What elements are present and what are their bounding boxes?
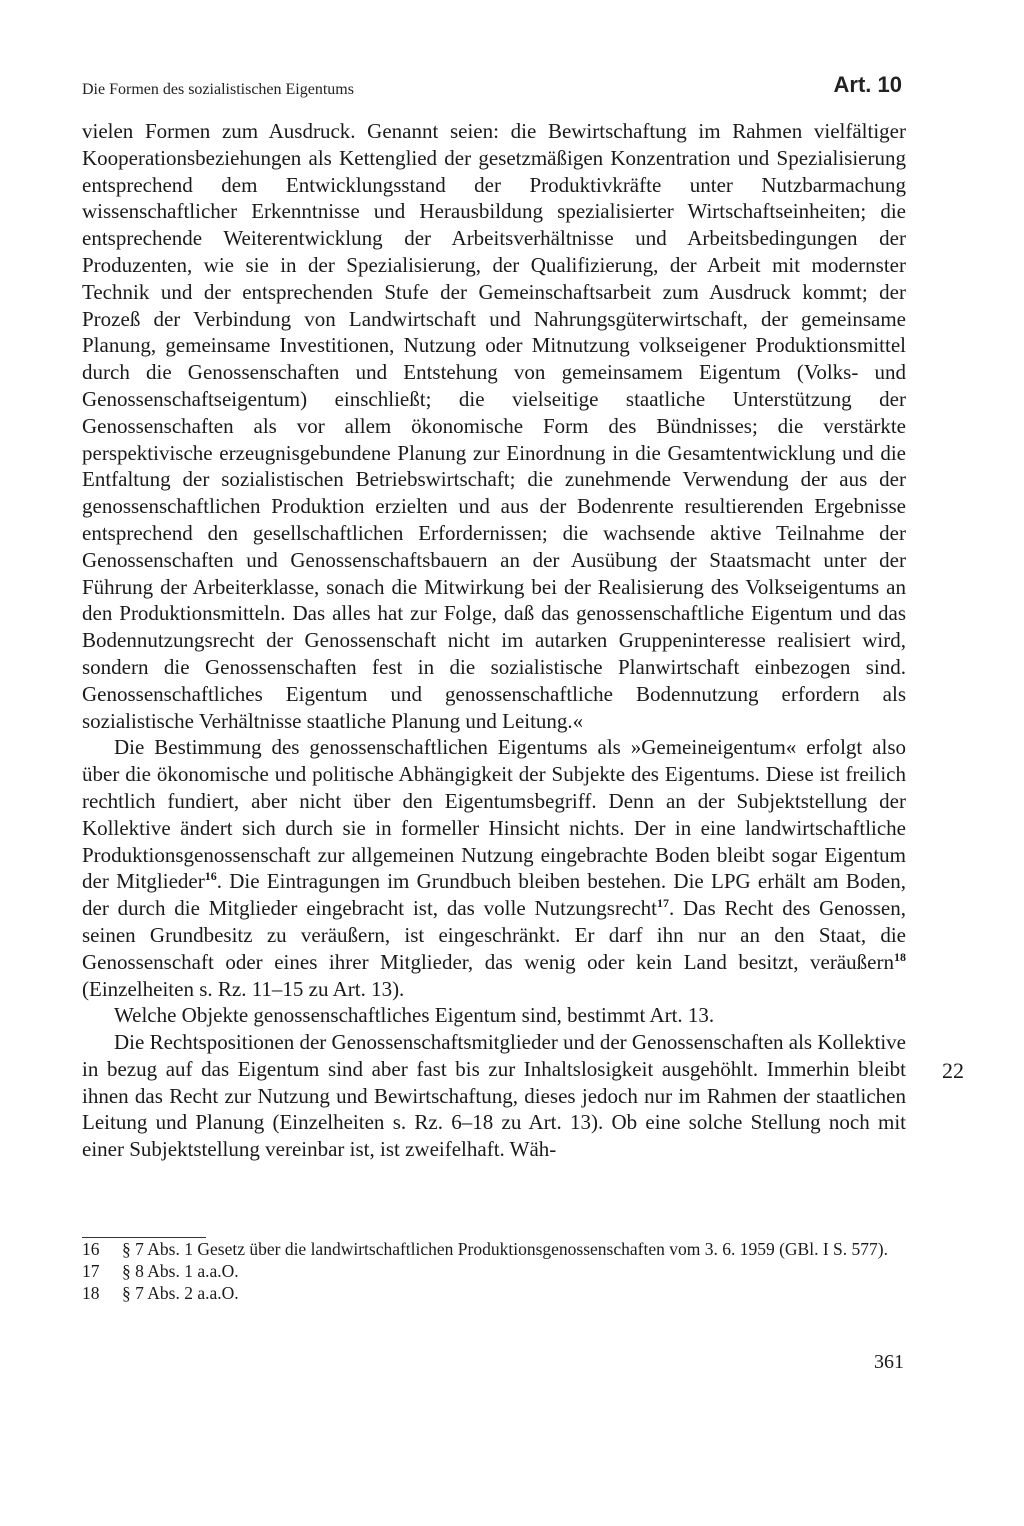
footnote-text: § 7 Abs. 1 Gesetz über die landwirtschaftlichen Produktionsgenossenschaften vom 3. 6. 1959 (GBl. I S. 577). xyxy=(122,1239,888,1259)
footnote-17 xyxy=(82,1260,906,1282)
footnote-ref-18: 18 xyxy=(894,949,906,964)
paragraph-1: vielen Formen zum Ausdruck. Genannt seien: die Bewirtschaftung im Rahmen vielfältiger Kooperationsbeziehungen als Kettenglied der gesetzmäßigen Konzentration und Spezialisierung entsprechend dem Entwicklungsstand der Produktivkräfte unter Nutzbarmachung wissenschaftlicher Erkenntnisse und Herausbildung spezialisierter Wirtschaftseinheiten; die entsprechende Weiterentwicklung der Arbeitsverhältnisse und Arbeitsbedingungen der Produzenten, wie sie in der Spezialisierung, der Qualifizierung, der Arbeit mit modernster Technik und der entsprechenden Stufe der Gemeinschaftsarbeit zum Ausdruck kommt; der Prozeß der Verbindung von Landwirtschaft und Nahrungsgüterwirtschaft, der gemeinsame Planung, gemeinsame Investitionen, Nutzung oder Mitnutzung volkseigener Produktionsmittel durch die Genossenschaften und Entstehung von gemeinsamem Eigentum (Volks- und Genossenschaftseigentum) einschließt; die vielseitige staatliche Unterstützung der Genossenschaften als vor allem ökonomische Form des Bündnisses; die verstärkte perspektivische erzeugnisgebundene Planung zur Einordnung in die Gesamtentwicklung und die Entfaltung der sozialistischen Betriebswirtschaft; die zunehmende Verwendung der aus der genossenschaftlichen Produktion erzielten und aus der Bodenrente resultierenden Ergebnisse entsprechend den gesellschaftlichen Erfordernissen; die wachsende aktive Teilnahme der Genossenschaften und Genossenschaftsbauern an der Ausübung der Staatsmacht unter der Führung der Arbeiterklasse, sonach die Mitwirkung bei der Realisierung des Volkseigentums an den Produktionsmitteln. Das alles hat zur Folge, daß das genossenschaftliche Eigentum und das Bodennutzungsrecht der Genossenschaft nicht im autarken Gruppeninteresse realisiert wird, sondern die Genossenschaften fest in die sozialistische Planwirtschaft einbezogen sind. Genossenschaftliches Eigentum und genossenschaftliche Bodennutzung erfordern als sozialistische Verhältnisse staatliche Planung und Leitung.« xyxy=(82,119,906,733)
running-head: Die Formen des sozialistischen Eigentums xyxy=(82,81,354,98)
footnote-text: § 7 Abs. 2 a.a.O. xyxy=(122,1283,239,1303)
paragraph-2 xyxy=(82,734,906,1002)
paragraph-4: Die Rechtspositionen der Genossenschaftsmitglieder und der Genossenschaften als Kollektive in bezug auf das Eigentum sind aber fast bis zur Inhaltslosigkeit ausgehöhlt. Immerhin bleibt ihnen das Recht zur Nutzung und Bewirtschaftung, dieses jedoch nur im Rahmen der staatlichen Leitung und Planung (Einzelheiten s. Rz. 6–18 zu Art. 13). Ob eine solche Stellung noch mit einer Subjektstellung vereinbar ist, ist zweifelhaft. Wäh- xyxy=(82,1030,906,1162)
paragraph-2-part-b: . Die Eintragungen im Grundbuch bleiben bestehen. Die LPG erhält am Boden, der durch die Mitglieder eingebracht ist, das volle Nutzungsrecht xyxy=(82,869,906,921)
footnote-text: § 8 Abs. 1 a.a.O. xyxy=(122,1261,239,1281)
footnote-number: 17 xyxy=(82,1261,100,1281)
margin-number: 22 xyxy=(942,1058,964,1083)
footnote-ref-16: 16 xyxy=(204,869,217,884)
paragraph-2-part-a: Die Bestimmung des genossenschaftlichen Eigentums als »Gemeineigentum« erfolgt also über die ökonomische und politische Abhängigkeit der Subjekte des Eigentums. Diese ist freilich rechtlich fundiert, aber nicht über den Eigentumsbegriff. Denn an der Subjektstellung der Kollektive ändert sich durch sie in formeller Hinsicht nichts. Der in eine landwirtschaftliche Produktionsgenossenschaft zur allgemeinen Nutzung eingebrachte Boden bleibt sogar Eigentum der Mitglieder xyxy=(82,735,906,894)
footnote-ref-17: 17 xyxy=(656,896,669,911)
page-number: 361 xyxy=(874,1351,904,1373)
footnote-16 xyxy=(82,1238,906,1260)
body-text xyxy=(82,118,906,1163)
footnotes xyxy=(82,1238,906,1304)
footnote-number: 16 xyxy=(82,1239,100,1259)
paragraph-3: Welche Objekte genossenschaftliches Eigentum sind, bestimmt Art. 13. xyxy=(114,1003,715,1028)
footnote-18 xyxy=(82,1282,906,1304)
paragraph-2-part-d: (Einzelheiten s. Rz. 11–15 zu Art. 13). xyxy=(82,976,405,1001)
paragraph-2-part-c: . Das Recht des Genossen, seinen Grundbesitz zu veräußern, ist eingeschränkt. Er darf ihn nur an den Staat, die Genossenschaft oder eines ihrer Mitglieder, das wenig oder kein Land besitzt, veräußern xyxy=(82,896,906,974)
article-label: Art. 10 xyxy=(833,72,902,97)
footnote-number: 18 xyxy=(82,1283,100,1303)
